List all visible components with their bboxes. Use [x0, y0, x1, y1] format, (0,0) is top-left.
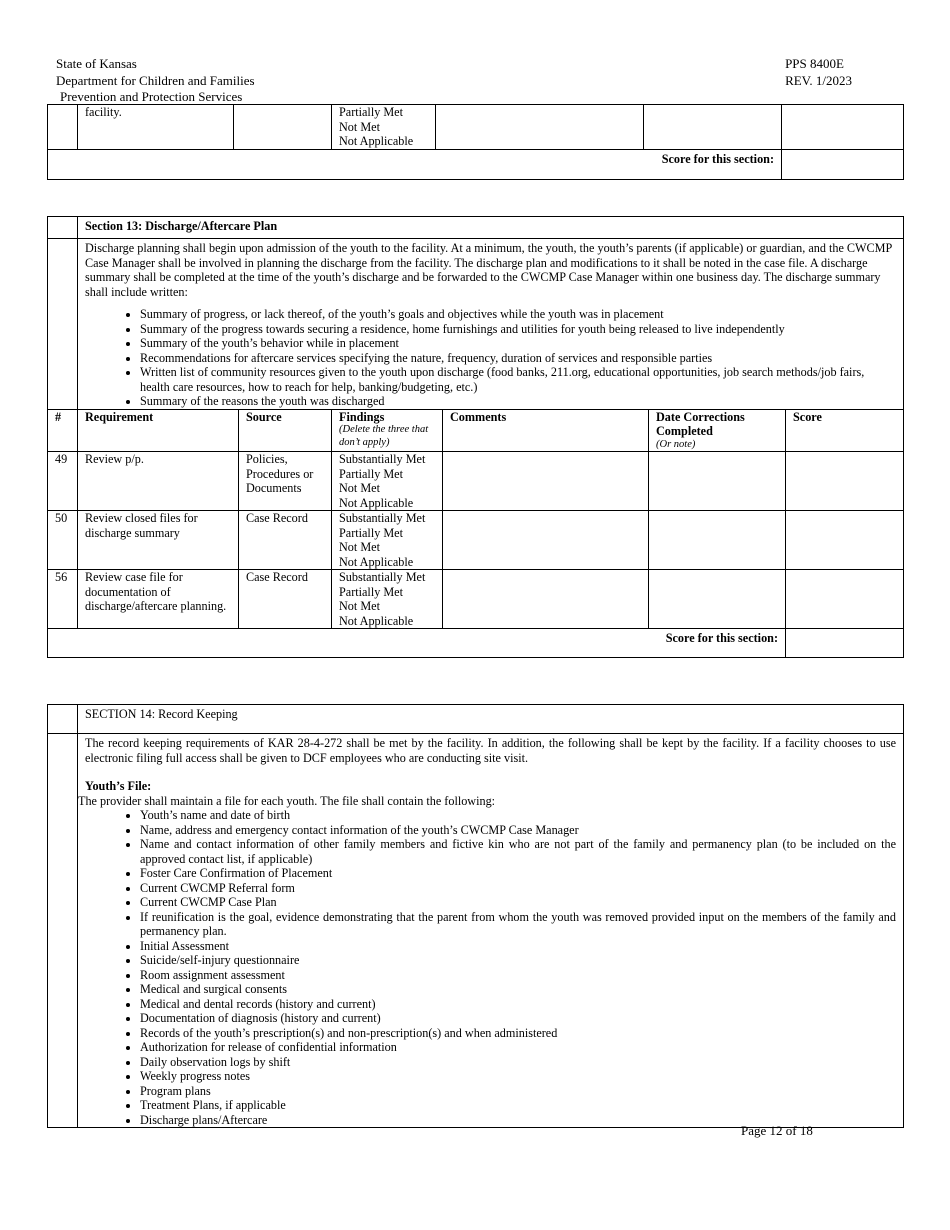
column-header-number: #	[48, 409, 78, 452]
youth-file-list	[78, 808, 896, 1127]
header-state: State of Kansas	[56, 56, 137, 71]
row-score[interactable]	[786, 570, 904, 629]
list-item: • Summary of the youth’s behavior while in placement	[140, 336, 896, 351]
requirement-cell: facility.	[78, 105, 234, 150]
list-item: • Medical and dental records (history and current)	[140, 997, 896, 1012]
findings-cell	[332, 105, 436, 150]
list-item: • Foster Care Confirmation of Placement	[140, 866, 896, 881]
table-row	[48, 452, 904, 511]
row-source: Case Record	[239, 511, 332, 570]
finding-option: Partially Met	[339, 584, 403, 599]
row-requirement: Review closed files for discharge summary	[78, 511, 239, 570]
row-date[interactable]	[649, 452, 786, 511]
list-item: • Records of the youth’s prescription(s) and non-prescription(s) and when administered	[140, 1026, 896, 1041]
youth-file-heading: Youth’s File:	[85, 779, 152, 793]
finding-option: Not Met	[339, 119, 380, 134]
list-item: • Treatment Plans, if applicable	[140, 1098, 896, 1113]
header-revision: REV. 1/2023	[785, 72, 852, 88]
list-item: • Written list of community resources given to the youth upon discharge (food banks, 211.org, educational opportunities, job search methods/job fairs, health care resources, how to reach for help, banking/budgeting, etc.)	[140, 365, 896, 394]
finding-option: Substantially Met	[339, 511, 426, 525]
row-date[interactable]	[649, 570, 786, 629]
page-number: Page 12 of 18	[741, 1123, 813, 1138]
table-header-row	[48, 409, 904, 452]
date-header-label: Date Corrections Completed	[656, 409, 745, 438]
finding-option: Substantially Met	[339, 570, 426, 584]
section13-description	[78, 239, 904, 410]
header-left	[56, 56, 255, 106]
table-row	[48, 511, 904, 570]
list-item: • Initial Assessment	[140, 939, 896, 954]
section-score-input[interactable]	[782, 149, 904, 179]
section13-intro: Discharge planning shall begin upon admission of the youth to the facility. At a minimum, the youth, the youth’s parents (if applicable) or guardian, and the CWCMP Case Manager shall be involved in planning the discharge from the facility. The discharge plan and modifications to it shall be noted in the case file. A discharge summary shall be completed at the time of the youth’s discharge and be forwarded to the CWCMP Case Manager within one business day. The discharge summary shall include written:	[85, 241, 892, 299]
findings-header-note: (Delete the three that don’t apply)	[339, 424, 429, 448]
finding-option: Not Met	[339, 599, 380, 613]
section13-bullet-list	[85, 307, 896, 409]
row-number: 56	[48, 570, 78, 629]
list-item: • Youth’s name and date of birth	[140, 808, 896, 823]
list-item: • Discharge plans/Aftercare	[140, 1113, 896, 1128]
row-date[interactable]	[649, 511, 786, 570]
list-item: • Summary of progress, or lack thereof, of the youth’s goals and objectives while the youth was in placement	[140, 307, 896, 322]
list-item: • Documentation of diagnosis (history and current)	[140, 1011, 896, 1026]
row-requirement: Review case file for documentation of discharge/aftercare planning.	[78, 570, 239, 629]
list-item: • Summary of the progress towards securing a residence, home furnishings and utilities for youth being released to live independently	[140, 322, 896, 337]
finding-option: Not Applicable	[339, 613, 414, 628]
score-cell[interactable]	[782, 105, 904, 150]
finding-option: Not Met	[339, 481, 380, 495]
row-comments[interactable]	[443, 570, 649, 629]
section-score-label: Score for this section:	[48, 629, 786, 658]
finding-option: Not Applicable	[339, 495, 414, 510]
row-score[interactable]	[786, 452, 904, 511]
section-score-label: Score for this section:	[48, 149, 782, 179]
list-item: • Program plans	[140, 1084, 896, 1099]
list-item: • Summary of the reasons the youth was discharged	[140, 394, 896, 409]
header-division: Prevention and Protection Services	[60, 89, 243, 104]
finding-option: Not Applicable	[339, 134, 414, 148]
list-item: • Current CWCMP Case Plan	[140, 895, 896, 910]
section14-table	[47, 704, 904, 1128]
table-row	[48, 570, 904, 629]
header-form-number: PPS 8400E	[785, 56, 844, 71]
list-item: • Medical and surgical consents	[140, 982, 896, 997]
finding-option: Partially Met	[339, 525, 403, 540]
list-item: • Recommendations for aftercare services specifying the nature, frequency, duration of services and responsible parties	[140, 351, 896, 366]
row-number: 49	[48, 452, 78, 511]
youth-file-intro: The provider shall maintain a file for each youth. The file shall contain the following:	[78, 793, 496, 808]
row-findings[interactable]	[332, 511, 443, 570]
finding-option: Not Met	[339, 540, 380, 554]
row-comments[interactable]	[443, 452, 649, 511]
row-score[interactable]	[786, 511, 904, 570]
row-source: Case Record	[239, 570, 332, 629]
section14-title: SECTION 14: Record Keeping	[78, 705, 904, 734]
findings-header-label: Findings	[339, 409, 385, 424]
list-item: • Daily observation logs by shift	[140, 1055, 896, 1070]
section14-description	[78, 734, 904, 1128]
column-header-date	[649, 409, 786, 452]
finding-option: Partially Met	[339, 105, 403, 119]
list-item: • If reunification is the goal, evidence demonstrating that the parent from whom the youth was removed provided input on the members of the family and permanency plan.	[140, 910, 896, 939]
finding-option: Substantially Met	[339, 452, 426, 466]
row-number: 50	[48, 511, 78, 570]
list-item: • Authorization for release of confidential information	[140, 1040, 896, 1055]
column-header-score: Score	[786, 409, 904, 452]
section13-table	[47, 216, 904, 658]
list-item: • Suicide/self-injury questionnaire	[140, 953, 896, 968]
column-header-findings	[332, 409, 443, 452]
previous-section-table	[47, 104, 904, 180]
date-header-note: (Or note)	[656, 438, 696, 450]
list-item: • Weekly progress notes	[140, 1069, 896, 1084]
row-findings[interactable]	[332, 570, 443, 629]
list-item: • Room assignment assessment	[140, 968, 896, 983]
section-score-input[interactable]	[786, 629, 904, 658]
row-findings[interactable]	[332, 452, 443, 511]
row-requirement: Review p/p.	[78, 452, 239, 511]
list-item: • Current CWCMP Referral form	[140, 881, 896, 896]
finding-option: Partially Met	[339, 466, 403, 481]
list-item: • Name and contact information of other family members and fictive kin who are not part of the family and permanency plan (to be included on the approved contact list, if applicable)	[140, 837, 896, 866]
row-source: Policies, Procedures or Documents	[239, 452, 332, 511]
header-right	[785, 56, 852, 89]
row-comments[interactable]	[443, 511, 649, 570]
section14-intro: The record keeping requirements of KAR 28-4-272 shall be met by the facility. In addition, the following shall be kept by the facility. If a facility chooses to use electronic filing full access shall be given to DCF employees who are conducting site visit.	[85, 736, 896, 765]
column-header-source: Source	[239, 409, 332, 452]
section13-title: Section 13: Discharge/Aftercare Plan	[78, 217, 904, 239]
list-item: • Name, address and emergency contact information of the youth’s CWCMP Case Manager	[140, 823, 896, 838]
finding-option: Not Applicable	[339, 554, 414, 569]
column-header-requirement: Requirement	[78, 409, 239, 452]
header-department: Department for Children and Families	[56, 72, 255, 88]
column-header-comments: Comments	[443, 409, 649, 452]
